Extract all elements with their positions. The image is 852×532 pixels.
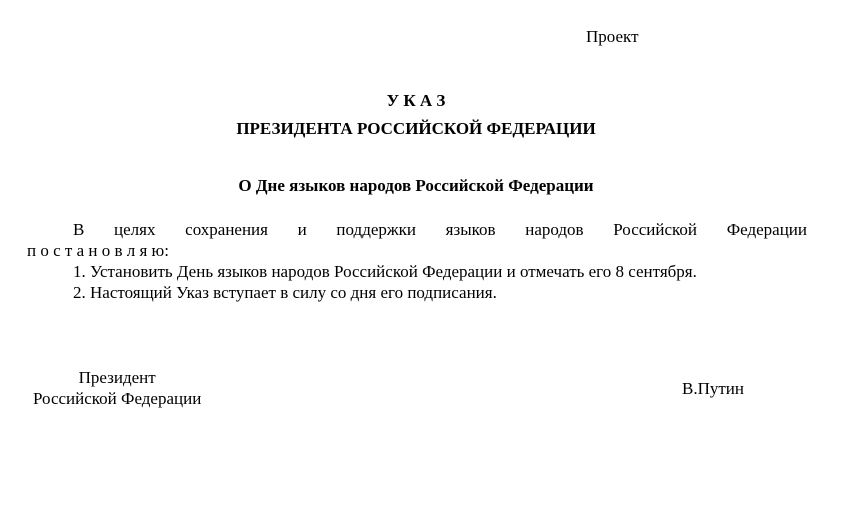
- signature-position: [33, 367, 201, 409]
- decree-word: п о с т а н о в л я ю:: [27, 241, 169, 260]
- preamble-text: В целях сохранения и поддержки языков народов Российской Федерации: [73, 220, 807, 239]
- signature-position-line1: Президент: [78, 368, 156, 387]
- decree-title: У К А З: [386, 91, 446, 110]
- preamble: [27, 219, 807, 261]
- decree-body: [27, 219, 807, 303]
- decree-subject: О Дне языков народов Российской Федерации: [238, 176, 594, 195]
- decree-issuer: ПРЕЗИДЕНТА РОССИЙСКОЙ ФЕДЕРАЦИИ: [236, 119, 596, 138]
- draft-label: Проект: [586, 27, 639, 46]
- decree-item-2: 2. Настоящий Указ вступает в силу со дня его подписания.: [73, 283, 497, 302]
- decree-item-1: 1. Установить День языков народов Российской Федерации и отмечать его 8 сентября.: [73, 262, 697, 281]
- signature-position-line2: Российской Федерации: [33, 389, 202, 408]
- signature-name: В.Путин: [682, 379, 744, 398]
